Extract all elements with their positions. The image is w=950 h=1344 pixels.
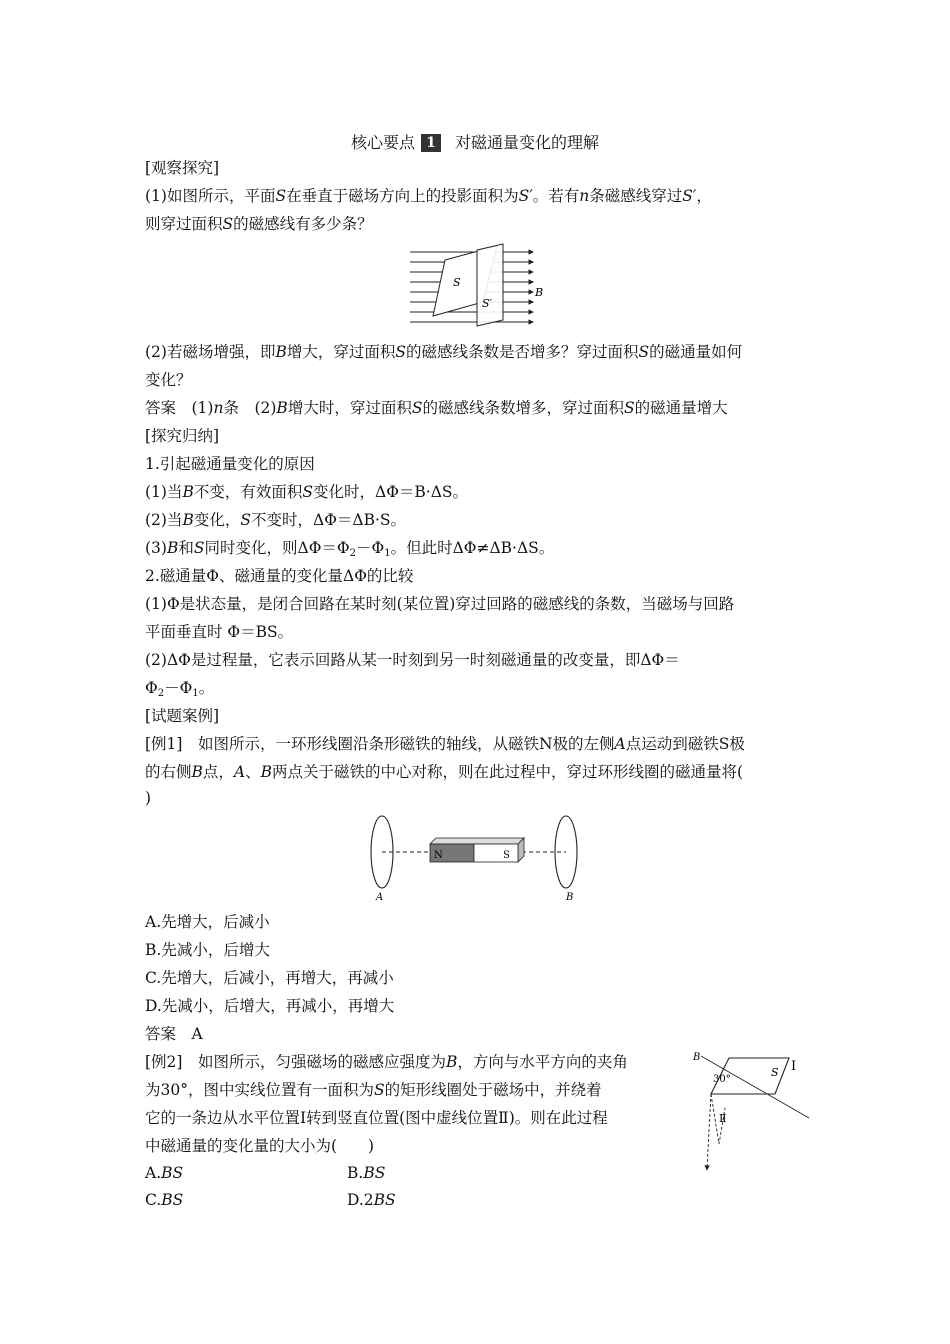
example-1-option-b: B.先减小，后增大 [145,941,270,959]
label-b: B [693,1052,701,1063]
example-1-line-2: 的右侧B点，A、B两点关于磁铁的中心对称，则在此过程中，穿过环形线圈的磁通量将( [145,763,744,781]
observe-answer: 答案 (1)n条 (2)B增大时，穿过面积S的磁感线条数增多，穿过面积S的磁通量增大 [145,399,728,417]
section-number-badge: 1 [421,134,441,152]
label-s: S [503,850,510,861]
label-n: N [434,850,443,861]
section-title: 核心要点 1 对磁通量变化的理解 [350,133,600,152]
summary-point-2a-line-1: (1)Φ是状态量，是闭合回路在某时刻(某位置)穿过回路的磁感线的条数，当磁场与回路 [145,595,735,613]
summary-point-1c: (3)B和S同时变化，则$\Delta\Phi=\Phi_2-\Phi_1$。但此时ΔΦ≠ΔB·ΔS。 [145,539,555,559]
figure-rotating-coil [685,1048,815,1173]
summary-point-1b: (2)当B变化，S不变时，ΔΦ＝ΔB·S。 [145,511,407,529]
cases-heading: [试题案例] [145,707,220,725]
summary-point-2b-line-1: (2)ΔΦ是过程量，它表示回路从某一时刻到另一时刻磁通量的改变量，即ΔΦ＝ [145,651,680,669]
magnet-south [474,844,518,862]
label-position-i: Ⅰ [791,1059,797,1074]
example-2-option-c: C.BS [145,1191,184,1209]
label-s-prime: S′ [482,297,493,310]
example-2-line-2: 为30°，图中实线位置有一面积为S的矩形线圈处于磁场中，并绕着 [145,1081,602,1099]
observe-heading: [观察探究] [145,159,220,177]
example-1-option-c: C.先增大，后减小，再增大，再减小 [145,969,394,987]
label-angle: 30° [713,1074,731,1085]
label-b: B [535,286,544,299]
label-s: S [771,1066,779,1079]
label-s: S [453,276,461,289]
projection-s-prime [477,244,503,326]
figure-flux-projection [405,240,555,330]
summary-point-2a-line-2: 平面垂直时 Φ＝BS。 [145,623,294,641]
example-2-option-a: A.BS [145,1164,184,1182]
label-position-ii: Ⅱ [719,1112,727,1125]
example-2-option-d: D.2BS [347,1191,396,1209]
summary-point-1a: (1)当B不变，有效面积S变化时，ΔΦ＝B·ΔS。 [145,483,469,501]
example-2-line-3: 它的一条边从水平位置Ⅰ转到竖直位置(图中虚线位置Ⅱ)。则在此过程 [145,1109,608,1127]
summary-point-2: 2.磁通量Φ、磁通量的变化量ΔΦ的比较 [145,567,414,585]
example-1-line-3: ) [145,789,152,807]
summary-point-1: 1.引起磁通量变化的原因 [145,455,315,473]
figure-ring-magnet [360,810,600,910]
question-1-line-1: (1)如图所示，平面S在垂直于磁场方向上的投影面积为S′。若有n条磁感线穿过S′， [145,187,712,205]
summary-heading: [探究归纳] [145,427,220,445]
summary-point-2b-line-2: $\Phi_2-\Phi_1$。 [145,679,215,699]
example-2-line-4: 中磁通量的变化量的大小为( ) [145,1137,375,1155]
example-1-option-a: A.先增大，后减小 [145,913,270,931]
label-a: A [376,892,384,903]
question-1-line-2: 则穿过面积S的磁感线有多少条？ [145,215,373,233]
example-1-line-1: [例1] 如图所示，一环形线圈沿条形磁铁的轴线，从磁铁N极的左侧A点运动到磁铁S极 [145,735,745,753]
question-2-line-2: 变化？ [145,371,192,389]
example-1-option-d: D.先减小，后增大，再减小，再增大 [145,997,395,1015]
example-2-line-1: [例2] 如图所示，匀强磁场的磁感应强度为B，方向与水平方向的夹角 [145,1053,628,1071]
question-2-line-1: (2)若磁场增强，即B增大，穿过面积S的磁感线条数是否增多？穿过面积S的磁通量如何 [145,343,743,361]
example-2-option-b: B.BS [347,1164,386,1182]
example-1-answer: 答案 A [145,1025,203,1043]
label-b: B [566,892,574,903]
